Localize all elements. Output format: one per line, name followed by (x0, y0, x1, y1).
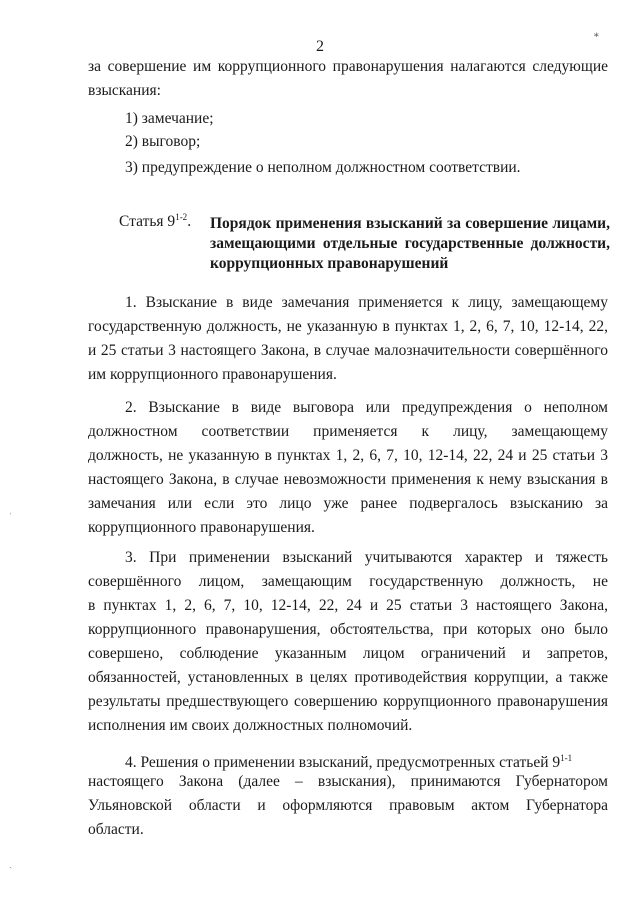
article-label (119, 212, 191, 231)
article-title-line: коррупционных правонарушений (210, 255, 449, 272)
article-title-line: замещающими отдельные государственные должности, (210, 235, 610, 252)
article-label-text: Статья 9 (119, 213, 176, 230)
paragraph-4 (88, 746, 608, 842)
text-line-part: 4. Решения о применении взысканий, предусмотренных статьей 9 (125, 754, 561, 771)
scan-mark: ˈ (9, 512, 13, 523)
text-line: области. (88, 821, 144, 838)
text-line: и 25 статьи 3 настоящего Закона, в случае малозначительности совершённого (88, 342, 608, 359)
paragraph-2 (88, 396, 608, 540)
corner-mark: ∗ (593, 30, 600, 41)
text-line: за совершение им коррупционного правонарушения налагаются следующие (88, 58, 608, 75)
article-title-line: Порядок применения взысканий за совершение лицами, (210, 215, 610, 232)
paragraph-1 (88, 291, 608, 387)
text-line: должность, не указанную в пунктах 1, 2, 6, 7, 10, 12-14, 22, 24 и 25 статьи 3 (88, 447, 608, 464)
text-line: 3. При применении взысканий учитываются характер и тяжесть (125, 549, 608, 566)
penalty-item-2: 2) выговор; (125, 133, 201, 150)
text-line: 1. Взыскание в виде замечания применяется к лицу, замещающему (125, 294, 608, 311)
text-line: должностном соответствии применяется к лицу, замещающему (88, 423, 608, 440)
article-label-dot: . (187, 213, 192, 230)
penalty-item-1: 1) замечание; (125, 110, 214, 127)
text-line: взыскания: (88, 82, 161, 99)
paragraph-3 (88, 546, 608, 738)
page-number: 2 (316, 38, 324, 55)
article-label-sup: 1-2 (175, 212, 188, 222)
text-line: исполнения им своих должностных полномочий. (88, 717, 413, 734)
text-line: настоящего Закона (далее – взыскания), принимаются Губернатором (88, 773, 608, 790)
text-line: совершённого лицом, замещающим государственную должность, не (88, 573, 608, 590)
scan-mark: ˎ (9, 858, 13, 869)
text-line: коррупционного правонарушения. (88, 519, 315, 536)
penalty-item-3: 3) предупреждение о неполном должностном соответствии. (125, 159, 521, 176)
text-line: Ульяновской области и оформляются правовым актом Губернатора (88, 797, 608, 814)
text-line: государственную должность, не указанную в пунктах 1, 2, 6, 7, 10, 12-14, 22, (88, 318, 608, 335)
text-line: 2. Взыскание в виде выговора или предупреждения о неполном (125, 399, 608, 416)
text-line: им коррупционного правонарушения. (88, 366, 337, 383)
text-line: обязанностей, установленных в целях противодействия коррупции, а также (88, 669, 608, 686)
text-line (88, 746, 608, 770)
text-line: коррупционного правонарушения, обстоятельства, при которых оно было (88, 621, 608, 638)
text-line: в пунктах 1, 2, 6, 7, 10, 12-14, 22, 24 и 25 статьи 3 настоящего Закона, (88, 597, 608, 614)
text-line: совершено, соблюдение указанным лицом ограничений и запретов, (88, 645, 608, 662)
text-line: настоящего Закона, в случае невозможности применения к нему взыскания в (88, 471, 608, 488)
text-line: результаты предшествующего совершению коррупционного правонарушения (88, 693, 608, 710)
text-line: замечания или если это лицо уже ранее подвергалось взысканию за (88, 495, 608, 512)
article-ref-sup: 1-1 (560, 753, 573, 763)
article-title (210, 214, 610, 274)
intro-paragraph (88, 55, 608, 103)
